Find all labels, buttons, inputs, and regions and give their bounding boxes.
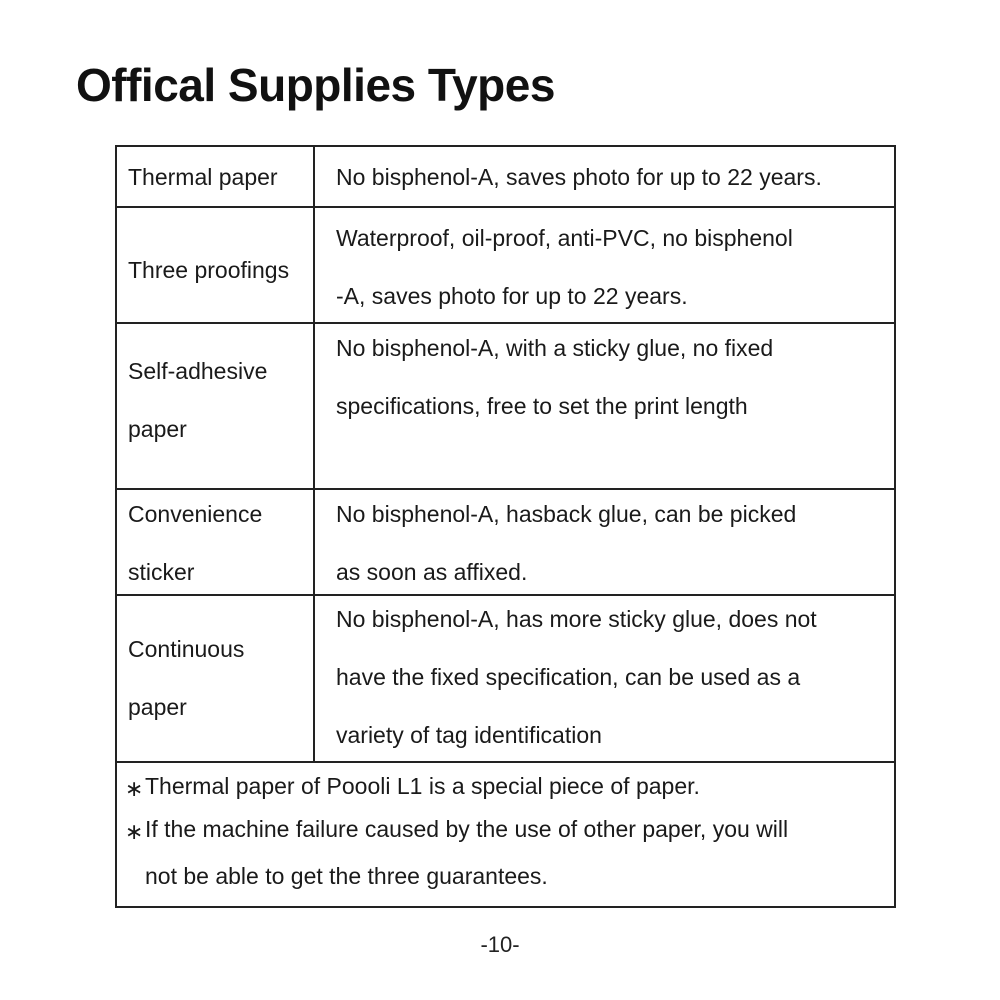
type-label: Thermal paper [128,164,278,190]
type-cell [117,490,315,594]
type-label: Self-adhesive [128,358,268,384]
description-cell [315,147,896,206]
description-text: -A, saves photo for up to 22 years. [336,283,688,309]
page-number: -10- [480,932,520,957]
table-row [117,324,896,490]
type-cell [117,147,315,206]
type-cell [117,324,315,488]
description-text: No bisphenol-A, saves photo for up to 22 years. [336,164,822,190]
description-text: No bisphenol-A, hasback glue, can be picked [336,501,797,527]
type-label: Convenience [128,501,263,527]
description-text: specifications, free to set the print length [336,393,748,419]
type-label: sticker [128,559,195,585]
description-cell [315,324,896,488]
type-label: paper [128,694,187,720]
table-row [117,208,896,324]
table-row [117,147,896,208]
type-label: Continuous [128,636,245,662]
type-label: paper [128,416,187,442]
description-text: Waterproof, oil-proof, anti-PVC, no bisphenol [336,225,793,251]
type-label: Three proofings [128,257,290,283]
supplies-table [115,145,896,908]
notes-section [117,763,896,908]
note-text: Thermal paper of Poooli L1 is a special piece of paper. [145,773,700,799]
description-cell [315,596,896,761]
note-text: not be able to get the three guarantees. [145,863,548,889]
note-text: If the machine failure caused by the use of other paper, you will [145,816,789,842]
description-cell [315,208,896,322]
table-row [117,490,896,596]
description-cell [315,490,896,594]
bullet-marker: ∗ [125,819,144,844]
description-text: No bisphenol-A, has more sticky glue, does not [336,606,817,632]
type-cell [117,208,315,322]
type-cell [117,596,315,761]
page-title: Offical Supplies Types [76,59,555,111]
description-text: have the fixed specification, can be used as a [336,664,801,690]
bullet-marker: ∗ [125,776,144,801]
table-row [117,596,896,763]
description-text: variety of tag identification [336,722,602,748]
description-text: as soon as affixed. [336,559,528,585]
description-text: No bisphenol-A, with a sticky glue, no fixed [336,335,774,361]
